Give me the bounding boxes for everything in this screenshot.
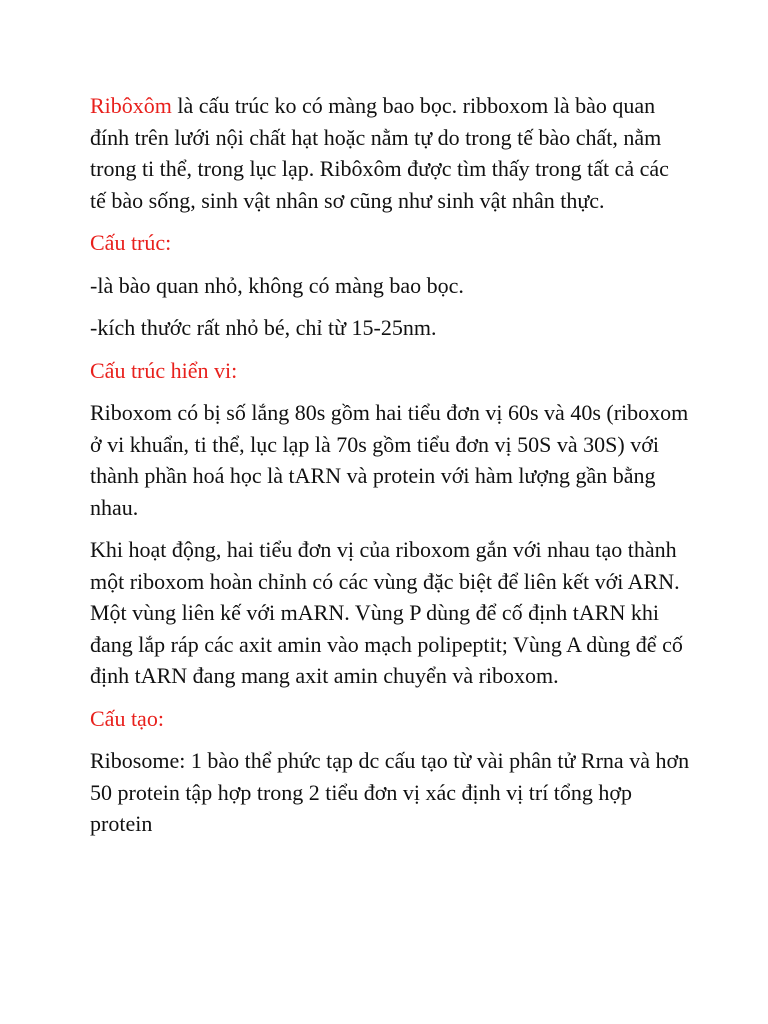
document-page — [90, 90, 690, 851]
intro-term: Ribôxôm — [90, 93, 172, 118]
micro-paragraph-2: Khi hoạt động, hai tiểu đơn vị của riboxom gắn với nhau tạo thành một riboxom hoàn chỉnh có các vùng đặc biệt để liên kết với ARN. Một vùng liên kế với mARN. Vùng P dùng để cố định tARN khi đang lắp ráp các axit amin vào mạch polipeptit; Vùng A dùng để cố định tARN đang mang axit amin chuyển và riboxom. — [90, 537, 683, 688]
intro-paragraph — [90, 90, 690, 216]
heading-composition: Cấu tạo: — [90, 705, 164, 731]
intro-text: là cấu trúc ko có màng bao bọc. ribboxom là bào quan đính trên lưới nội chất hạt hoặc nằm tự do trong tế bào chất, nằm trong ti thể, trong lục lạp. Ribôxôm được tìm thấy trong tất cả các tế bào sống, sinh vật nhân sơ cũng như sinh vật nhân thực. — [90, 93, 669, 213]
composition-paragraph: Ribosome: 1 bào thể phức tạp dc cấu tạo từ vài phân tử Rrna và hơn 50 protein tập hợp trong 2 tiểu đơn vị xác định vị trí tổng hợp protein — [90, 748, 690, 836]
micro-paragraph-1: Riboxom có bị số lắng 80s gồm hai tiểu đơn vị 60s và 40s (riboxom ở vi khuẩn, ti thể, lục lạp là 70s gồm tiểu đơn vị 50S và 30S) với thành phần hoá học là tARN và protein với hàm lượng gần bằng nhau. — [90, 400, 689, 520]
heading-structure: Cấu trúc: — [90, 230, 172, 255]
heading-micro-structure: Cấu trúc hiển vi: — [90, 357, 238, 383]
structure-item-2: -kích thước rất nhỏ bé, chỉ từ 15-25nm. — [90, 315, 437, 340]
structure-item-1: -là bào quan nhỏ, không có màng bao bọc. — [90, 272, 464, 298]
